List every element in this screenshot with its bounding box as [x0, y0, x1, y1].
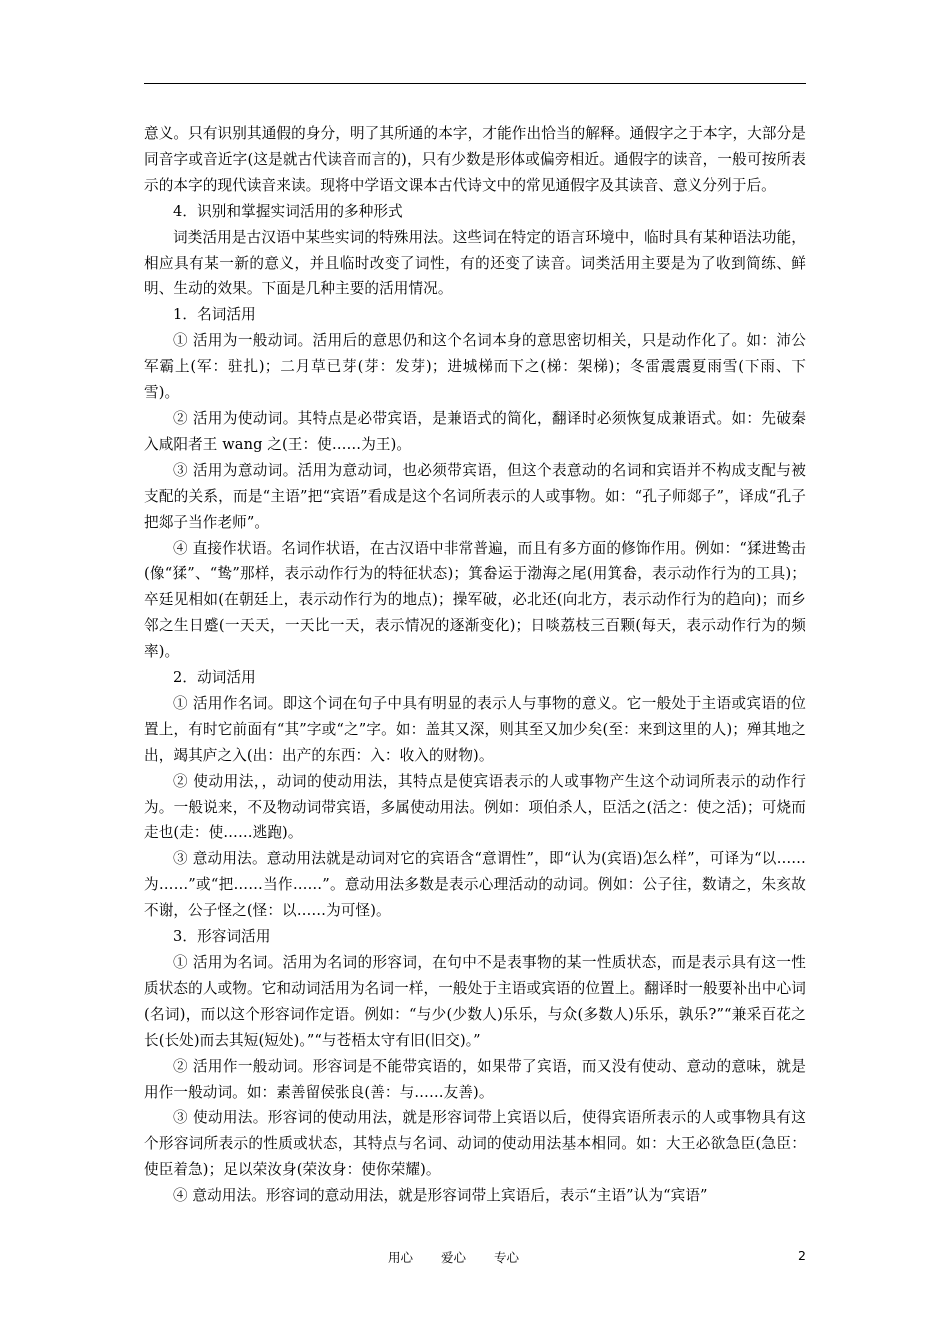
footer-motto-word: 用心: [388, 1250, 414, 1265]
page-number: 2: [798, 1248, 806, 1263]
paragraph: 词类活用是古汉语中某些实词的特殊用法。这些词在特定的语言环境中，临时具有某种语法功能，相应具有某一新的意义，并且临时改变了词性，有的还变了读音。词类活用主要是为了收到简练、鲜明、生动的效果。下面是几种主要的活用情况。: [144, 228, 806, 298]
section-heading: 3．形容词活用: [173, 928, 271, 946]
paragraph: ④ 直接作状语。名词作状语，在古汉语中非常普遍，而且有多方面的修饰作用。例如：“猱进鸷击(像“猱”、“鸷”那样，表示动作行为的特征状态)；箕畚运于渤海之尾(用箕畚，表示动作行为的工具)；卒廷见相如(在朝廷上，表示动作行为的地点)；操军破，必北还(向北方，表示动作行为的趋向)；而乡邻之生日蹙(一天天，一天比一天，表示情况的逐渐变化)；日啖荔枝三百颗(每天，表示动作行为的频率)。: [144, 539, 806, 661]
header-rule: [144, 83, 806, 84]
footer-motto-word: 爱心: [441, 1250, 467, 1265]
footer-motto: [388, 1248, 519, 1266]
paragraph: ③ 活用为意动词。活用为意动词，也必须带宾语，但这个表意动的名词和宾语并不构成支配与被支配的关系，而是“主语”把“宾语”看成是这个名词所表示的人或事物。如：“孔子师郯子”，译成“孔子把郯子当作老师”。: [144, 461, 806, 531]
paragraph: 意义。只有识别其通假的身分，明了其所通的本字，才能作出恰当的解释。通假字之于本字，大部分是同音字或音近字(这是就古代读音而言的)，只有少数是形体或偏旁相近。通假字的读音，一般可按所表示的本字的现代读音来读。现将中学语文课本古代诗文中的常见通假字及其读音、意义分列于后。: [144, 125, 806, 194]
paragraph: ③ 使动用法。形容词的使动用法，就是形容词带上宾语以后，使得宾语所表示的人或事物具有这个形容词所表示的性质或状态，其特点与名词、动词的使动用法基本相同。如：大王必欲急臣(急臣：使臣着急)；足以荣汝身(荣汝身：使你荣耀)。: [144, 1109, 806, 1179]
section-heading: 4．识别和掌握实词活用的多种形式: [173, 202, 403, 220]
paragraph: ① 活用为一般动词。活用后的意思仍和这个名词本身的意思密切相关，只是动作化了。如：沛公军霸上(军：驻扎)；二月草已芽(芽：发芽)；进城梯而下之(梯：架梯)；冬雷震震夏雨雪(下雨、下雪)。: [144, 332, 806, 402]
section-heading: 1．名词活用: [173, 306, 256, 324]
section-heading: 2．动词活用: [173, 669, 256, 687]
paragraph: ④ 意动用法。形容词的意动用法，就是形容词带上宾语后，表示“主语”认为“宾语”: [173, 1187, 708, 1205]
paragraph: ③ 意动用法。意动用法就是动词对它的宾语含“意谓性”，即“认为(宾语)怎么样”，可译为“以……为……”或“把……当作……”。意动用法多数是表示心理活动的动词。例如：公子往，数请之，朱亥故不谢，公子怪之(怪：以……为可怪)。: [144, 850, 806, 920]
footer-motto-word: 专心: [494, 1250, 520, 1265]
page-footer: [0, 1248, 950, 1268]
paragraph: ② 活用作一般动词。形容词是不能带宾语的，如果带了宾语，而又没有使动、意动的意味，就是用作一般动词。如：素善留侯张良(善：与……友善)。: [144, 1057, 806, 1101]
document-body: [144, 121, 806, 1209]
paragraph: ① 活用作名词。即这个词在句子中具有明显的表示人与事物的意义。它一般处于主语或宾语的位置上，有时它前面有“其”字或“之”字。如：盖其又深，则其至又加少矣(至：来到这里的人)；殚其地之出，竭其庐之入(出：出产的东西：入：收入的财物)。: [144, 694, 806, 764]
paragraph: ② 使动用法，，动词的使动用法，其特点是使宾语表示的人或事物产生这个动词所表示的动作行为。一般说来，不及物动词带宾语，多属使动用法。例如：项伯杀人，臣活之(活之：使之活)；可烧而走也(走：使……逃跑)。: [144, 772, 806, 842]
paragraph: ② 活用为使动词。其特点是必带宾语，是兼语式的简化，翻译时必须恢复成兼语式。如：先破秦入咸阳者王 wang 之(王：使……为王)。: [144, 409, 806, 453]
paragraph: ① 活用为名词。活用为名词的形容词，在句中不是表事物的某一性质状态，而是表示具有这一性质状态的人或物。它和动词活用为名词一样，一般处于主语或宾语的位置上。翻译时一般要补出中心词(名词)，而以这个形容词作定语。例如：“与少(少数人)乐乐，与众(多数人)乐乐，孰乐?”“兼采百花之长(长处)而去其短(短处)。”“与苍梧太守有旧(旧交)。”: [144, 954, 806, 1049]
